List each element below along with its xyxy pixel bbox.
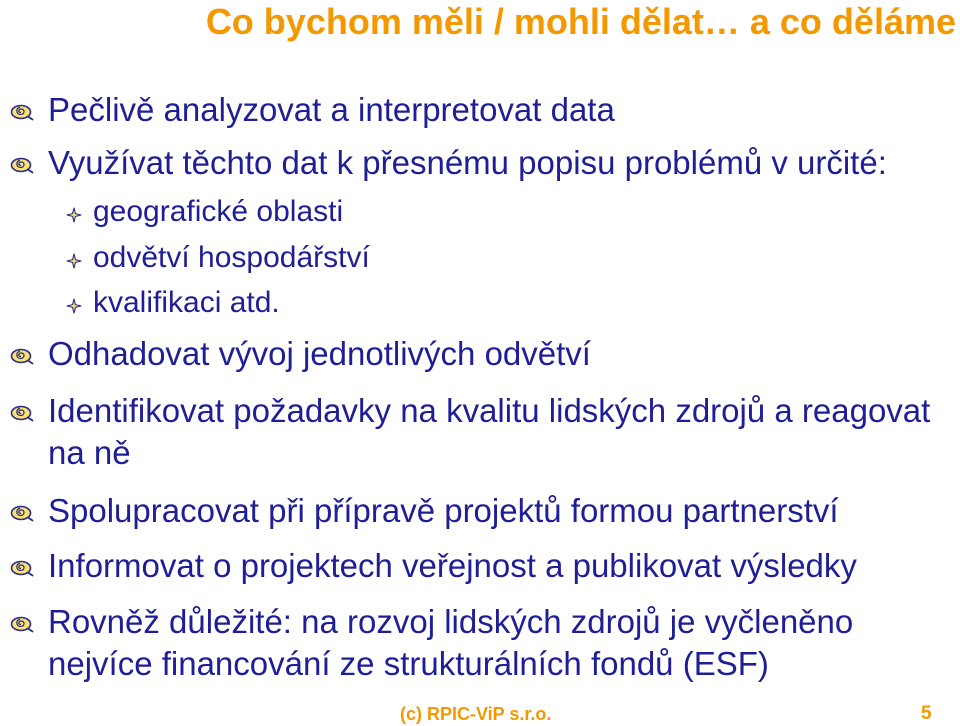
- page-number: 5: [921, 703, 932, 724]
- bullet-line: Informovat o projektech veřejnost a publikovat výsledky: [48, 547, 857, 584]
- sub-bullet-text: kvalifikaci atd.: [93, 286, 280, 319]
- bullet-text: [48, 390, 930, 474]
- bullet-line: Spolupracovat při přípravě projektů formou partnerství: [48, 492, 839, 529]
- footer-copyright: (c) RPIC-ViP s.r.o.: [400, 704, 552, 724]
- swirl-bullet-icon: [8, 405, 34, 423]
- swirl-bullet-icon: [8, 560, 34, 578]
- bullet-line: Identifikovat požadavky na kvalitu lidských zdrojů a reagovat: [48, 392, 931, 429]
- star-bullet-icon: [66, 298, 82, 314]
- bullet-text: [48, 142, 887, 184]
- slide-title: Co bychom měli / mohli dělat… a co děláme: [205, 1, 956, 42]
- bullet-text: [48, 333, 591, 375]
- bullet-line: Pečlivě analyzovat a interpretovat data: [48, 91, 615, 128]
- bullet-line: Využívat těchto dat k přesnému popisu problémů v určité:: [48, 144, 887, 181]
- swirl-bullet-icon: [8, 348, 34, 366]
- swirl-bullet-icon: [8, 104, 34, 122]
- bullet-text: [48, 601, 853, 685]
- bullet-line: na ně: [48, 434, 131, 471]
- swirl-bullet-icon: [8, 157, 34, 175]
- sub-bullet-text: geografické oblasti: [93, 195, 344, 228]
- bullet-line: Rovněž důležité: na rozvoj lidských zdrojů je vyčleněno: [48, 603, 854, 640]
- star-bullet-icon: [66, 253, 82, 269]
- swirl-bullet-icon: [8, 505, 34, 523]
- bullet-text: [48, 89, 615, 131]
- bullet-text: [48, 545, 857, 587]
- swirl-bullet-icon: [8, 616, 34, 634]
- bullet-line: nejvíce financování ze strukturálních fondů (ESF): [48, 645, 769, 682]
- sub-bullet-text: odvětví hospodářství: [93, 241, 370, 274]
- star-bullet-icon: [66, 207, 82, 223]
- bullet-text: [48, 490, 839, 532]
- bullet-line: Odhadovat vývoj jednotlivých odvětví: [48, 335, 591, 372]
